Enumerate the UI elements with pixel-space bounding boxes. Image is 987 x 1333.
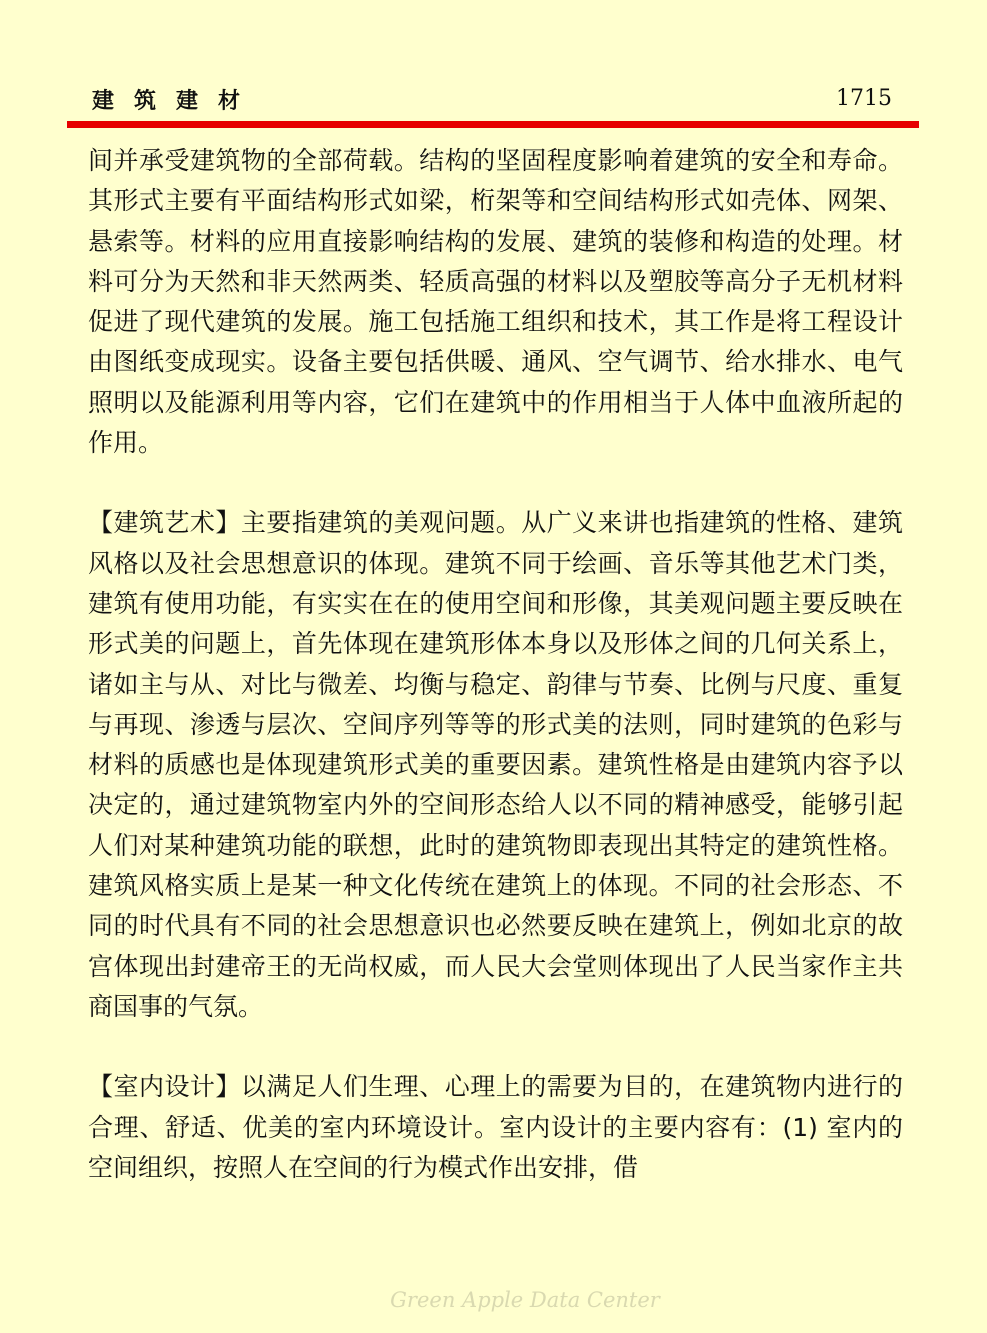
article-body	[88, 141, 903, 1188]
paragraph-construction: 间并承受建筑物的全部荷载。结构的坚固程度影响着建筑的安全和寿命。其形式主要有平面结构形式如梁，桁架等和空间结构形式如壳体、网架、悬索等。材料的应用直接影响结构的发展、建筑的装修和构造的处理。材料可分为天然和非天然两类、轻质高强的材料以及塑胶等高分子无机材料促进了现代建筑的发展。施工包括施工组织和技术，其工作是将工程设计由图纸变成现实。设备主要包括供暖、通风、空气调节、给水排水、电气照明以及能源利用等内容，它们在建筑中的作用相当于人体中血液所起的作用。	[88, 146, 903, 458]
paragraph-interior-design: 【室内设计】以满足人们生理、心理上的需要为目的，在建筑物内进行的合理、舒适、优美的室内环境设计。室内设计的主要内容有：(1) 室内的空间组织，按照人在空间的行为模式作出安排，借	[88, 1072, 903, 1182]
page-number: 1715	[836, 86, 892, 111]
running-header	[92, 84, 892, 116]
header-title: 建筑建材	[92, 89, 261, 114]
paragraph-architectural-art: 【建筑艺术】主要指建筑的美观问题。从广义来讲也指建筑的性格、建筑风格以及社会思想意识的体现。建筑不同于绘画、音乐等其他艺术门类，建筑有使用功能，有实实在在的使用空间和形像，其美观问题主要反映在形式美的问题上，首先体现在建筑形体本身以及形体之间的几何关系上，诸如主与从、对比与微差、均衡与稳定、韵律与节奏、比例与尺度、重复与再现、渗透与层次、空间序列等等的形式美的法则，同时建筑的色彩与材料的质感也是体现建筑形式美的重要因素。建筑性格是由建筑内容予以决定的，通过建筑物室内外的空间形态给人以不同的精神感受，能够引起人们对某种建筑功能的联想，此时的建筑物即表现出其特定的建筑性格。建筑风格实质上是某一种文化传统在建筑上的体现。不同的社会形态、不同的时代具有不同的社会思想意识也必然要反映在建筑上，例如北京的故宫体现出封建帝王的无尚权威，而人民大会堂则体现出了人民当家作主共商国事的气氛。	[88, 508, 903, 1021]
watermark: Green Apple Data Center	[390, 1288, 660, 1312]
header-rule	[67, 121, 919, 128]
